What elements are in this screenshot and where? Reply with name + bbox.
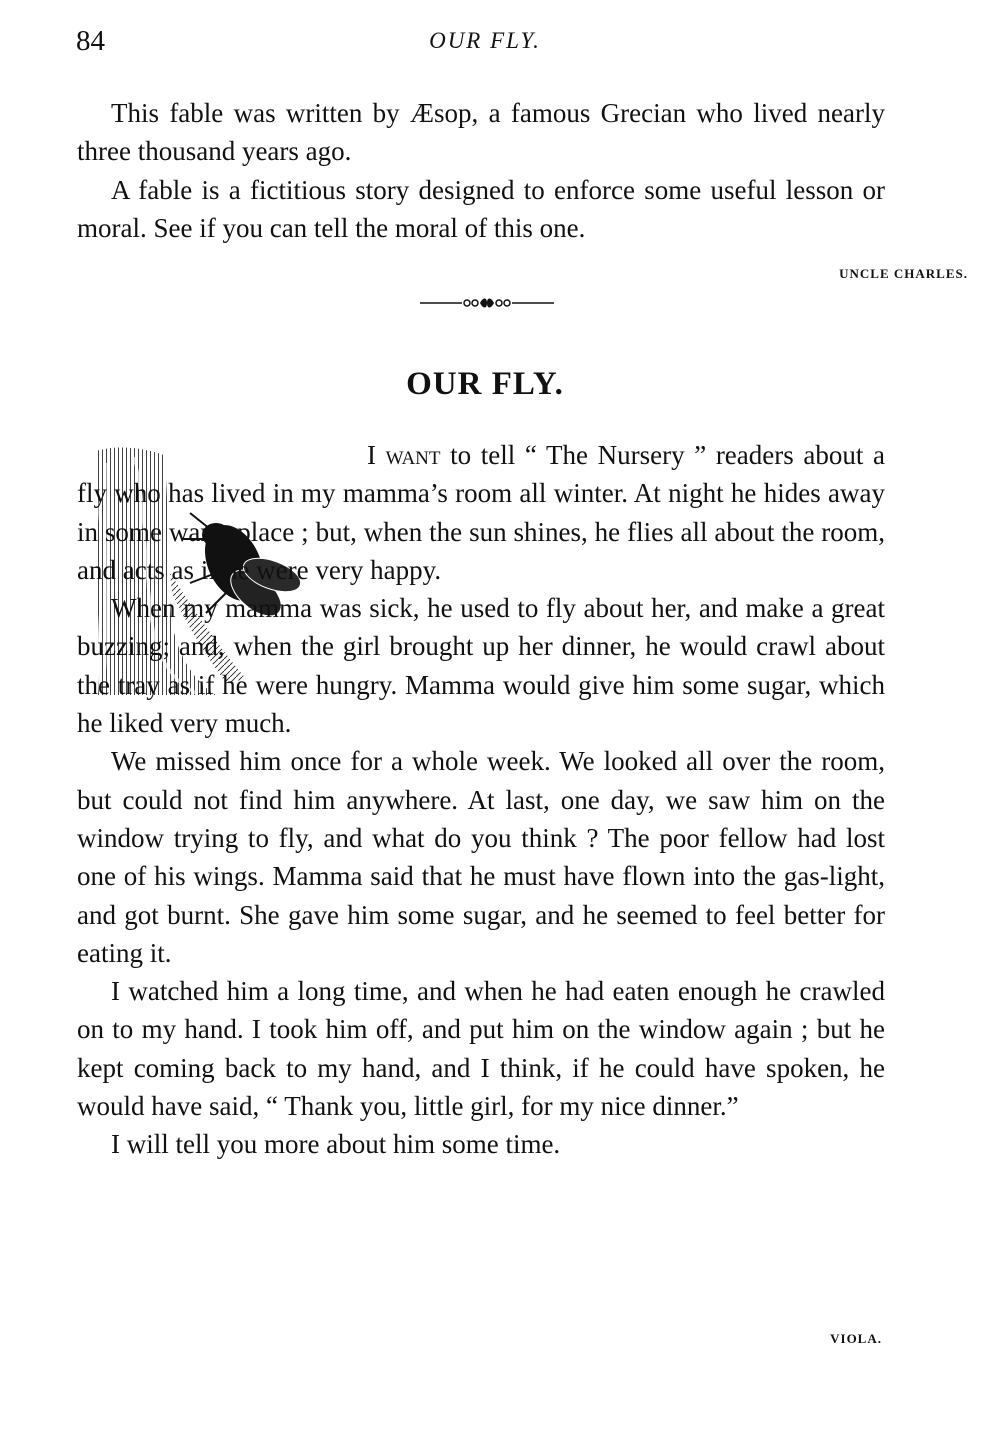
intro-paragraph: A fable is a fictitious story designed to enforce some useful lesson or moral. See if you can tell the moral of this one. bbox=[77, 174, 885, 243]
story-paragraph: We missed him once for a whole week. We looked all over the room, but could not find him anywhere. At last, one day, we saw him on the window trying to fly, and what do you think ? The poor fellow had lost one of his wings. Mamma said that he must have flown into the gas-light, and got burnt. She gave him some sugar, and he seemed to feel better for eating it. bbox=[77, 746, 885, 968]
story-signature: VIOLA. bbox=[830, 1331, 882, 1346]
story-paragraph: I will tell you more about him some time. bbox=[111, 1129, 561, 1160]
intro-signature: UNCLE CHARLES. bbox=[839, 266, 968, 281]
intro-paragraph: This fable was written by Æsop, a famous Grecian who lived nearly three thousand years ago. bbox=[77, 98, 885, 167]
story-paragraph: I watched him a long time, and when he had eaten enough he crawled on to my hand. I took him off, and put him on the window again ; but he kept coming back to my hand, and I think, if he could have spoken, he would have said, “ Thank you, little girl, for my nice dinner.” bbox=[77, 976, 885, 1122]
page-number: 84 bbox=[76, 25, 105, 57]
story-paragraph: When my mamma was sick, he used to fly about her, and make a great buzzing; and, when the girl brought up her dinner, he would crawl about the tray as if he were hungry. Mamma would give him some sugar, which he liked very much. bbox=[77, 593, 885, 739]
ornamental-divider-icon bbox=[420, 296, 554, 310]
intro-section bbox=[77, 94, 885, 247]
story-opening-text: to tell “ The Nursery ” readers about a fly who has lived in my mamma’s room all winter. At night he hides away in some warm place ; but, when the sun shines, he flies all about the room, and acts as if he were very happy. bbox=[77, 440, 885, 585]
running-title: OUR FLY. bbox=[429, 28, 541, 53]
story-title: OUR FLY. bbox=[406, 366, 564, 402]
story-body bbox=[77, 436, 885, 1164]
story-opening-paragraph bbox=[77, 436, 885, 589]
story-first-word: I want bbox=[367, 440, 441, 470]
